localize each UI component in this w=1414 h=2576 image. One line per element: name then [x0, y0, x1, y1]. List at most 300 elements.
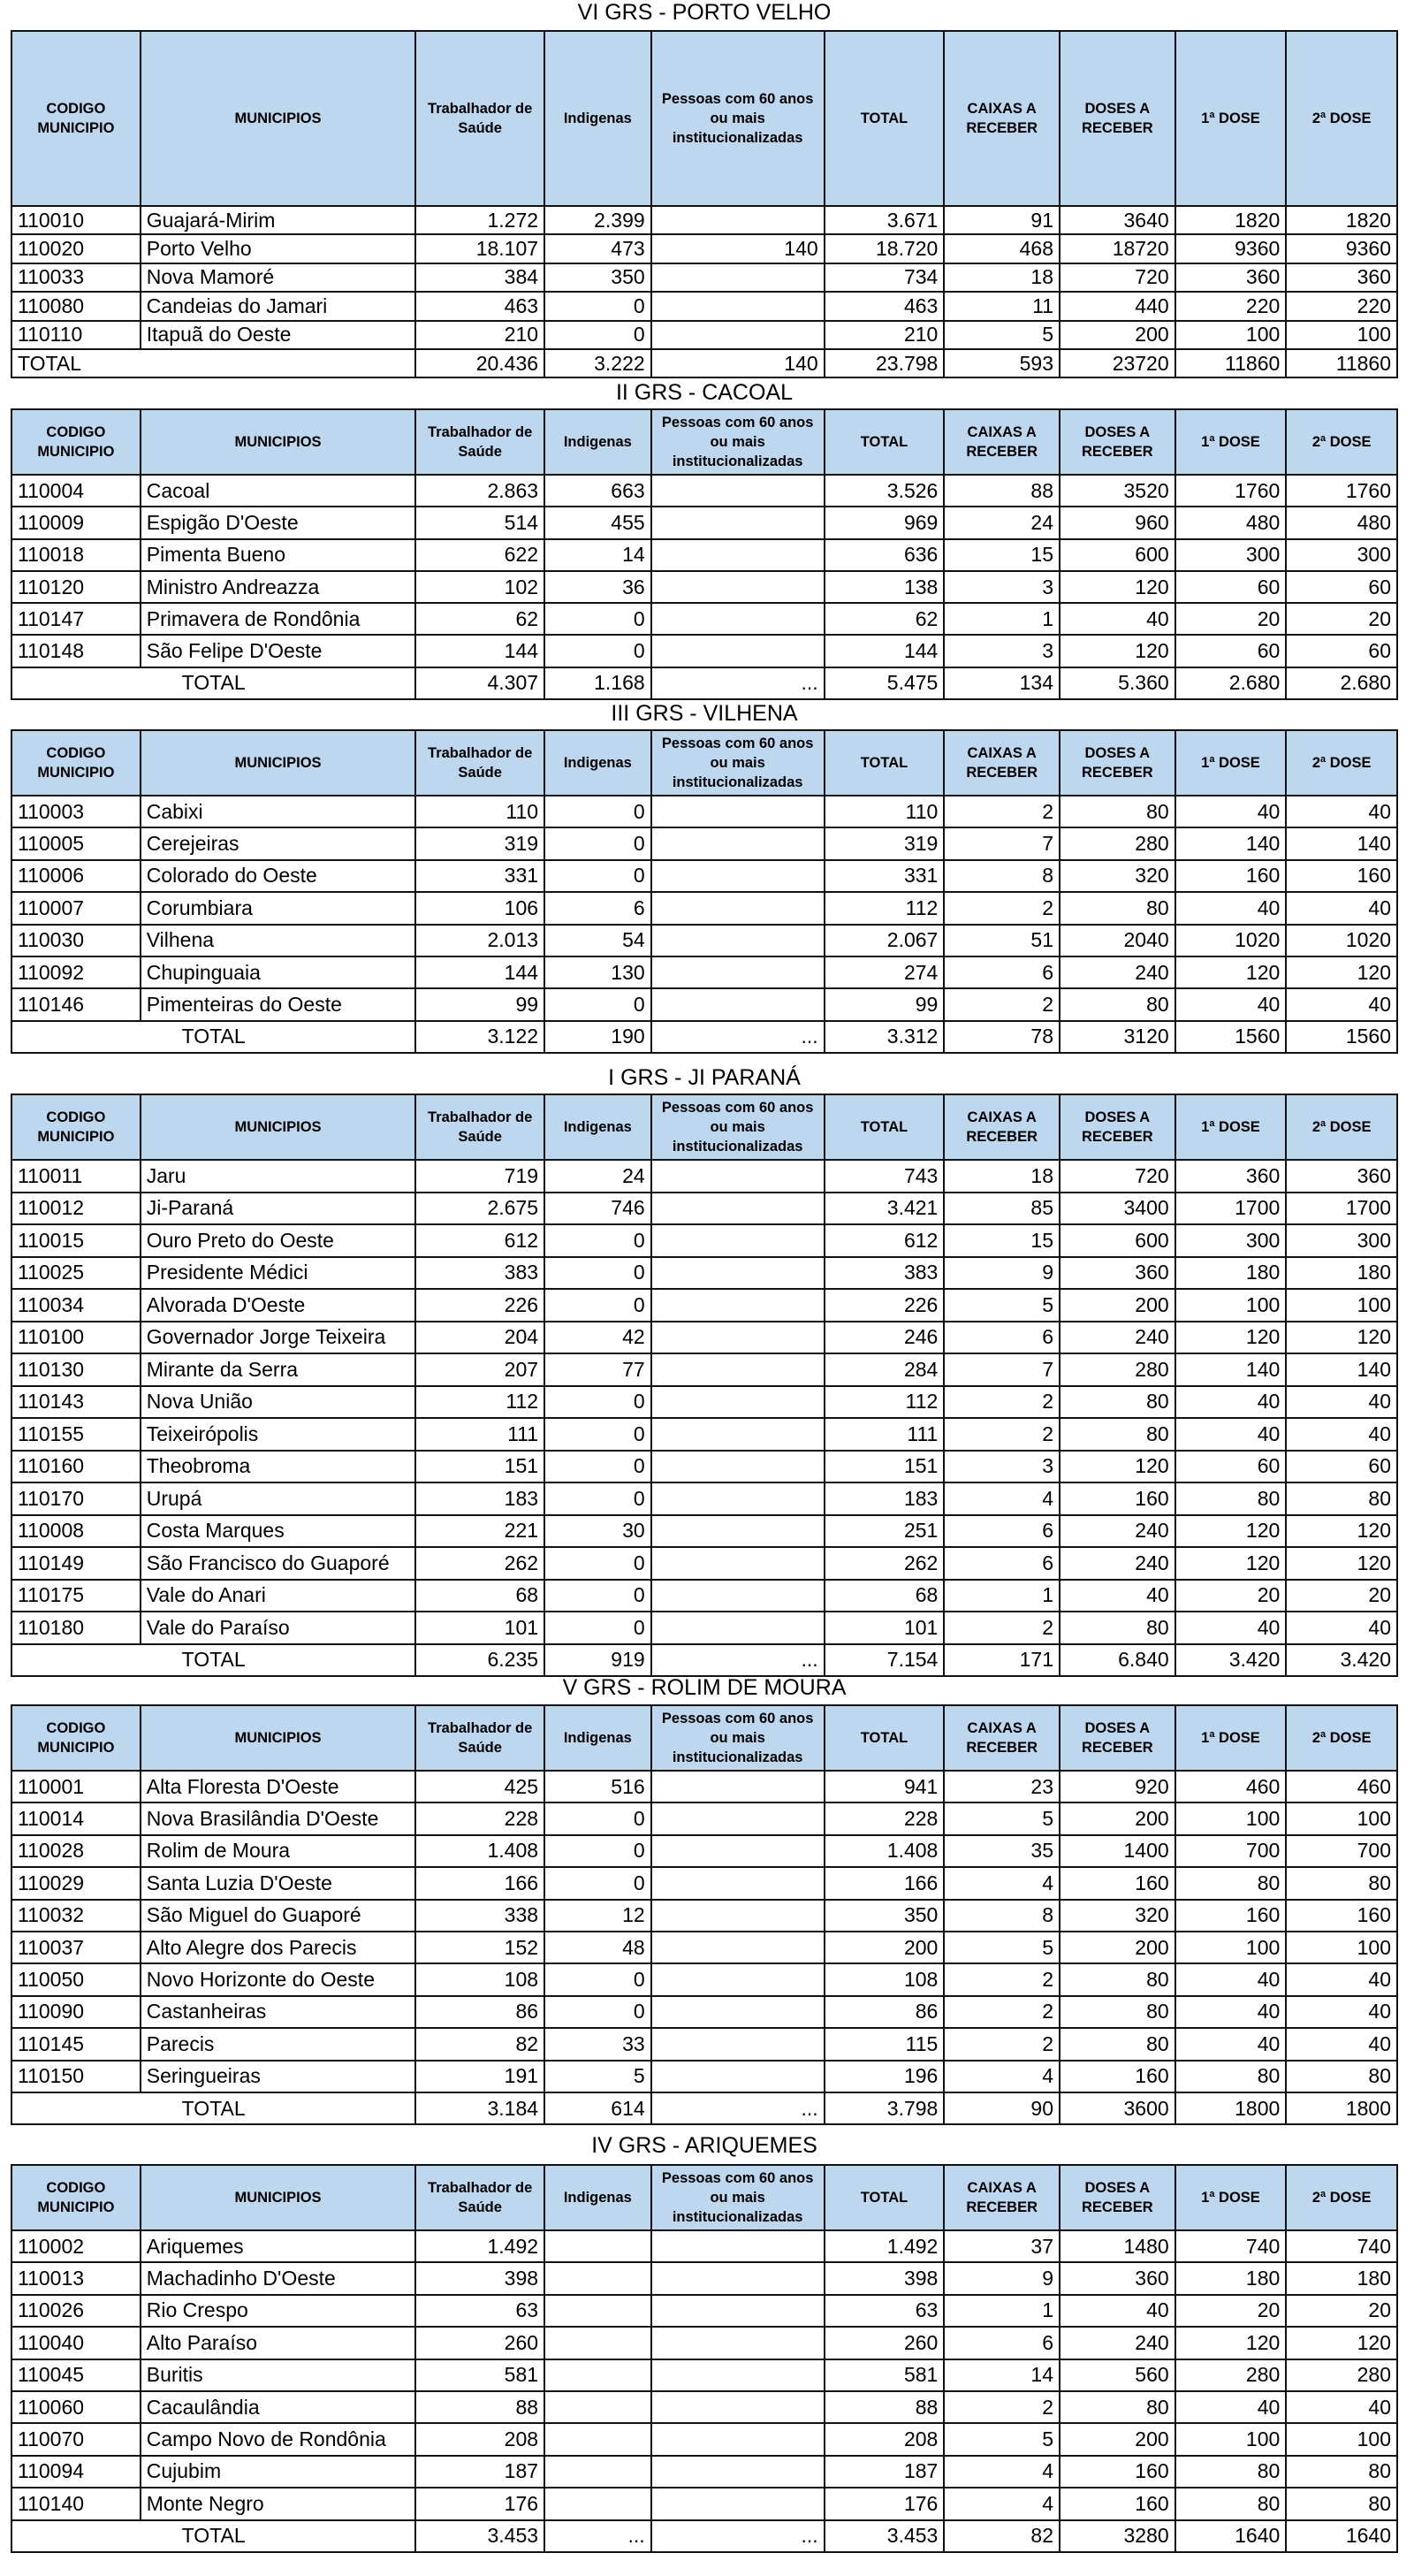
table-cell: 100 — [1286, 2423, 1397, 2455]
total-cell: 6.235 — [415, 1644, 544, 1677]
column-header: 2ª DOSE — [1286, 1705, 1397, 1771]
table-cell: Presidente Médici — [141, 1257, 416, 1290]
table-cell — [651, 1160, 825, 1193]
table-row — [11, 234, 1397, 263]
column-header: 2ª DOSE — [1286, 730, 1397, 796]
table-cell: 2040 — [1060, 925, 1175, 956]
table-cell: 30 — [544, 1515, 651, 1548]
table-cell: 60 — [1286, 1451, 1397, 1483]
table-cell: 0 — [544, 988, 651, 1020]
table-cell: 160 — [1286, 860, 1397, 892]
table-cell: Ouro Preto do Oeste — [141, 1224, 416, 1257]
total-cell: 3.312 — [825, 1021, 945, 1053]
table-cell: Ji-Paraná — [141, 1193, 416, 1225]
column-header: Indigenas — [544, 1094, 651, 1160]
table-cell: Cacaulândia — [141, 2391, 416, 2423]
table-row — [11, 1257, 1397, 1290]
table-cell: 622 — [415, 539, 544, 571]
table-cell — [651, 1451, 825, 1483]
column-header: Indigenas — [544, 409, 651, 475]
table-cell: Alvorada D'Oeste — [141, 1289, 416, 1322]
table-cell: 101 — [825, 1612, 945, 1644]
table-cell: 20 — [1175, 603, 1287, 635]
table-cell: 120 — [1175, 1322, 1287, 1354]
table-cell: 80 — [1060, 1612, 1175, 1644]
table-cell: 280 — [1060, 827, 1175, 859]
table-cell: 1020 — [1175, 925, 1287, 956]
table-cell: 110020 — [11, 234, 141, 263]
table-cell: 40 — [1175, 988, 1287, 1020]
table-cell: 220 — [1286, 292, 1397, 320]
table-cell: 110012 — [11, 1193, 141, 1225]
table-cell: 196 — [825, 2061, 945, 2092]
table-cell: 240 — [1060, 956, 1175, 988]
table-cell: 240 — [1060, 1322, 1175, 1354]
total-cell: 134 — [944, 667, 1060, 699]
total-cell: 4.307 — [415, 667, 544, 699]
total-cell: 1560 — [1286, 1021, 1397, 1053]
column-header: MUNICIPIOS — [141, 2165, 416, 2230]
column-header: DOSES A RECEBER — [1060, 1705, 1175, 1771]
table-cell: Seringueiras — [141, 2061, 416, 2092]
table-cell: 2 — [944, 2391, 1060, 2423]
total-cell: 7.154 — [825, 1644, 945, 1677]
table-cell: 0 — [544, 603, 651, 635]
table-cell: 110037 — [11, 1932, 141, 1963]
table-cell: São Miguel do Guaporé — [141, 1900, 416, 1932]
column-header: 1ª DOSE — [1175, 409, 1287, 475]
table-cell: 460 — [1286, 1771, 1397, 1802]
table-cell: 100 — [1175, 1802, 1287, 1834]
column-header: CODIGO MUNICIPIO — [11, 409, 141, 475]
column-header: Pessoas com 60 anos ou mais institucionalizadas — [651, 2165, 825, 2230]
table-cell: 0 — [544, 1257, 651, 1290]
table-cell: 99 — [825, 988, 945, 1020]
table-cell: 40 — [1175, 1963, 1287, 1995]
table-cell: 120 — [1060, 635, 1175, 667]
table-cell: 85 — [944, 1193, 1060, 1225]
table-cell — [651, 1835, 825, 1867]
table-cell: 300 — [1175, 539, 1287, 571]
table-cell: 100 — [1175, 2423, 1287, 2455]
column-header: TOTAL — [825, 409, 945, 475]
table-cell: 63 — [825, 2295, 945, 2327]
table-cell: 80 — [1286, 1482, 1397, 1515]
table-cell: 80 — [1060, 892, 1175, 924]
table-cell: 20 — [1175, 1580, 1287, 1612]
table-cell: 600 — [1060, 539, 1175, 571]
table-row — [11, 206, 1397, 234]
column-header: 1ª DOSE — [1175, 730, 1287, 796]
table-row — [11, 1802, 1397, 1834]
table-cell: 130 — [544, 956, 651, 988]
column-header: DOSES A RECEBER — [1060, 409, 1175, 475]
table-cell: 360 — [1286, 263, 1397, 292]
table-cell: 274 — [825, 956, 945, 988]
table-cell: 51 — [944, 925, 1060, 956]
total-cell: 171 — [944, 1644, 1060, 1677]
section-title: II GRS - CACOAL — [615, 380, 794, 405]
table-cell: 110001 — [11, 1771, 141, 1802]
table-cell — [651, 1386, 825, 1419]
table-row — [11, 2262, 1397, 2294]
table-cell — [651, 1515, 825, 1548]
table-cell: Novo Horizonte do Oeste — [141, 1963, 416, 1995]
table-cell: 6 — [944, 1322, 1060, 1354]
table-cell: 152 — [415, 1932, 544, 1963]
table-row — [11, 539, 1397, 571]
column-header: TOTAL — [825, 31, 945, 206]
table-cell: 204 — [415, 1322, 544, 1354]
table-cell: 110029 — [11, 1867, 141, 1899]
table-cell: 9360 — [1175, 234, 1287, 263]
table-cell: 120 — [1286, 1515, 1397, 1548]
table-cell: 111 — [415, 1418, 544, 1451]
table-cell: 110013 — [11, 2262, 141, 2294]
table-cell: Parecis — [141, 2028, 416, 2060]
table-cell: 110092 — [11, 956, 141, 988]
table-cell — [651, 892, 825, 924]
total-cell: 1640 — [1286, 2520, 1397, 2552]
table-cell: 0 — [544, 1386, 651, 1419]
table-cell: 0 — [544, 827, 651, 859]
table-cell — [651, 2295, 825, 2327]
table-row — [11, 603, 1397, 635]
header-row — [11, 1705, 1397, 1771]
table-cell: 187 — [825, 2456, 945, 2488]
column-header: CODIGO MUNICIPIO — [11, 1705, 141, 1771]
table-cell: 160 — [1060, 2488, 1175, 2519]
table-cell: Espigão D'Oeste — [141, 507, 416, 538]
table-cell: 40 — [1286, 2028, 1397, 2060]
table-cell: 1 — [944, 2295, 1060, 2327]
table-cell: 0 — [544, 1418, 651, 1451]
table-row — [11, 2488, 1397, 2519]
table-cell: São Felipe D'Oeste — [141, 635, 416, 667]
table-cell: 240 — [1060, 1547, 1175, 1580]
table-row — [11, 1963, 1397, 1995]
table-cell: 120 — [1175, 1515, 1287, 1548]
table-row — [11, 475, 1397, 507]
table-cell — [651, 539, 825, 571]
table-cell: 166 — [415, 1867, 544, 1899]
column-header: Pessoas com 60 anos ou mais institucionalizadas — [651, 31, 825, 206]
table-cell: 144 — [825, 635, 945, 667]
table-cell: Cacoal — [141, 475, 416, 507]
table-cell: 440 — [1060, 292, 1175, 320]
table-cell: 14 — [944, 2359, 1060, 2391]
table-cell: 110010 — [11, 206, 141, 234]
table-cell: Nova União — [141, 1386, 416, 1419]
table-cell: 1020 — [1286, 925, 1397, 956]
column-header: CODIGO MUNICIPIO — [11, 31, 141, 206]
table-cell: 320 — [1060, 1900, 1175, 1932]
column-header: Indigenas — [544, 1705, 651, 1771]
table-cell — [651, 827, 825, 859]
total-cell: ... — [651, 2520, 825, 2552]
table-cell: 37 — [944, 2230, 1060, 2262]
table-cell — [651, 1289, 825, 1322]
table-row — [11, 1193, 1397, 1225]
table-cell: 612 — [825, 1224, 945, 1257]
total-cell: 3120 — [1060, 1021, 1175, 1053]
table-cell: 110033 — [11, 263, 141, 292]
table-cell: 183 — [825, 1482, 945, 1515]
table-cell: 110032 — [11, 1900, 141, 1932]
table-cell: Theobroma — [141, 1451, 416, 1483]
table-cell: 5 — [944, 1289, 1060, 1322]
table-cell: 734 — [825, 263, 945, 292]
table-cell — [651, 1612, 825, 1644]
table-cell — [544, 2327, 651, 2359]
table-cell: 86 — [415, 1996, 544, 2028]
table-row — [11, 1160, 1397, 1193]
table-cell: 112 — [825, 892, 945, 924]
total-label: TOTAL — [11, 2092, 415, 2124]
section-title: VI GRS - PORTO VELHO — [577, 0, 832, 25]
table-cell: 68 — [415, 1580, 544, 1612]
section-title: V GRS - ROLIM DE MOURA — [562, 1675, 847, 1700]
table-row — [11, 796, 1397, 827]
table-cell: 1.408 — [415, 1835, 544, 1867]
table-cell: 88 — [825, 2391, 945, 2423]
table-cell — [651, 2391, 825, 2423]
table-cell: 1 — [944, 603, 1060, 635]
table-cell: 0 — [544, 1802, 651, 1834]
table-cell: 110100 — [11, 1322, 141, 1354]
table-cell: 110005 — [11, 827, 141, 859]
column-header: TOTAL — [825, 1705, 945, 1771]
table-cell: 40 — [1175, 1386, 1287, 1419]
table-cell: 160 — [1060, 2061, 1175, 2092]
table-cell: 0 — [544, 1580, 651, 1612]
total-cell: 1.168 — [544, 667, 651, 699]
column-header: CODIGO MUNICIPIO — [11, 730, 141, 796]
table-cell — [651, 796, 825, 827]
column-header: Trabalhador de Saúde — [415, 1094, 544, 1160]
table-cell: 480 — [1175, 507, 1287, 538]
table-cell: 663 — [544, 475, 651, 507]
header-row — [11, 730, 1397, 796]
table-cell: 398 — [415, 2262, 544, 2294]
table-cell: 7 — [944, 1353, 1060, 1386]
table-cell — [651, 2423, 825, 2455]
table-cell: 151 — [825, 1451, 945, 1483]
table-cell: 23 — [944, 1771, 1060, 1802]
table-cell: 151 — [415, 1451, 544, 1483]
table-cell: 60 — [1175, 1451, 1287, 1483]
column-header: 1ª DOSE — [1175, 1094, 1287, 1160]
table-cell: 110 — [825, 796, 945, 827]
table-cell: 120 — [1175, 2327, 1287, 2359]
table-cell: 3 — [944, 571, 1060, 603]
table-cell: 110018 — [11, 539, 141, 571]
table-cell: 1700 — [1286, 1193, 1397, 1225]
column-header: TOTAL — [825, 1094, 945, 1160]
table-cell: 200 — [1060, 1932, 1175, 1963]
table-row — [11, 2423, 1397, 2455]
table-row — [11, 2359, 1397, 2391]
table-cell: Jaru — [141, 1160, 416, 1193]
table-cell: 720 — [1060, 263, 1175, 292]
table-cell — [651, 507, 825, 538]
table-cell: 40 — [1175, 2028, 1287, 2060]
table-cell: 1.272 — [415, 206, 544, 234]
table-cell: Castanheiras — [141, 1996, 416, 2028]
table-cell: 284 — [825, 1353, 945, 1386]
column-header: CAIXAS A RECEBER — [944, 31, 1060, 206]
table-cell: 0 — [544, 1835, 651, 1867]
column-header: CAIXAS A RECEBER — [944, 409, 1060, 475]
table-row — [11, 860, 1397, 892]
total-cell: ... — [651, 1021, 825, 1053]
table-cell: 80 — [1286, 1867, 1397, 1899]
table-cell — [651, 1353, 825, 1386]
table-cell: 560 — [1060, 2359, 1175, 2391]
total-label: TOTAL — [11, 2520, 415, 2552]
table-cell: 110155 — [11, 1418, 141, 1451]
table-cell: 2 — [944, 796, 1060, 827]
table-cell — [651, 1482, 825, 1515]
column-header: MUNICIPIOS — [141, 730, 416, 796]
table-cell: 2.067 — [825, 925, 945, 956]
total-row — [11, 2520, 1397, 2552]
table-cell: 3.671 — [825, 206, 945, 234]
total-cell: 140 — [651, 349, 825, 377]
table-cell: 636 — [825, 539, 945, 571]
table-cell: 3 — [944, 635, 1060, 667]
table-cell: 120 — [1286, 2327, 1397, 2359]
table-cell: 2 — [944, 1996, 1060, 2028]
municipality-table — [11, 1704, 1398, 2125]
table-cell: 1.492 — [825, 2230, 945, 2262]
total-row — [11, 667, 1397, 699]
table-cell: 210 — [825, 321, 945, 349]
table-cell: 425 — [415, 1771, 544, 1802]
table-cell — [651, 925, 825, 956]
table-cell: 80 — [1175, 2488, 1287, 2519]
total-cell: ... — [651, 667, 825, 699]
table-row — [11, 2061, 1397, 2092]
table-cell: 102 — [415, 571, 544, 603]
table-cell: Campo Novo de Rondônia — [141, 2423, 416, 2455]
table-cell: 120 — [1175, 1547, 1287, 1580]
table-cell: 110080 — [11, 292, 141, 320]
table-cell: Mirante da Serra — [141, 1353, 416, 1386]
table-cell: 80 — [1175, 2061, 1287, 2092]
table-cell — [651, 292, 825, 320]
table-cell — [651, 2061, 825, 2092]
table-row — [11, 1900, 1397, 1932]
table-cell: 108 — [415, 1963, 544, 1995]
table-cell: 18.107 — [415, 234, 544, 263]
table-cell: 120 — [1060, 571, 1175, 603]
table-cell: 6 — [944, 2327, 1060, 2359]
table-cell: 1.492 — [415, 2230, 544, 2262]
table-cell: 160 — [1286, 1900, 1397, 1932]
table-cell: 91 — [944, 206, 1060, 234]
table-cell — [651, 1802, 825, 1834]
table-cell — [651, 1963, 825, 1995]
table-cell: 743 — [825, 1160, 945, 1193]
table-cell: 100 — [1175, 321, 1287, 349]
table-cell: 187 — [415, 2456, 544, 2488]
table-cell: 463 — [825, 292, 945, 320]
table-cell: 140 — [1286, 1353, 1397, 1386]
table-cell: 160 — [1060, 1482, 1175, 1515]
total-cell: 3.222 — [544, 349, 651, 377]
table-cell: São Francisco do Guaporé — [141, 1547, 416, 1580]
table-cell: 319 — [825, 827, 945, 859]
total-cell: 5.360 — [1060, 667, 1175, 699]
table-cell: 160 — [1175, 1900, 1287, 1932]
table-cell: 12 — [544, 1900, 651, 1932]
table-cell: 35 — [944, 1835, 1060, 1867]
table-row — [11, 1867, 1397, 1899]
total-cell: 11860 — [1175, 349, 1287, 377]
total-label: TOTAL — [11, 1021, 415, 1053]
table-row — [11, 2456, 1397, 2488]
column-header: 1ª DOSE — [1175, 1705, 1287, 1771]
total-cell: 3600 — [1060, 2092, 1175, 2124]
table-cell: 360 — [1175, 1160, 1287, 1193]
table-cell — [544, 2456, 651, 2488]
table-cell: 8 — [944, 860, 1060, 892]
table-cell: 120 — [1175, 956, 1287, 988]
table-row — [11, 827, 1397, 859]
column-header: CAIXAS A RECEBER — [944, 2165, 1060, 2230]
table-cell: 18720 — [1060, 234, 1175, 263]
table-cell — [651, 2327, 825, 2359]
table-cell: 33 — [544, 2028, 651, 2060]
table-cell: 60 — [1286, 635, 1397, 667]
table-cell: 112 — [825, 1386, 945, 1419]
table-cell: 101 — [415, 1612, 544, 1644]
total-cell: 23.798 — [825, 349, 945, 377]
table-cell: 240 — [1060, 1515, 1175, 1548]
total-cell: 20.436 — [415, 349, 544, 377]
table-cell: 20 — [1286, 2295, 1397, 2327]
table-cell: 740 — [1175, 2230, 1287, 2262]
table-cell: 180 — [1286, 2262, 1397, 2294]
table-cell: 0 — [544, 1963, 651, 1995]
column-header: CAIXAS A RECEBER — [944, 1705, 1060, 1771]
table-cell: 4 — [944, 1867, 1060, 1899]
table-cell: Guajará-Mirim — [141, 206, 416, 234]
table-cell: 460 — [1175, 1771, 1287, 1802]
table-cell: 260 — [415, 2327, 544, 2359]
table-cell: Colorado do Oeste — [141, 860, 416, 892]
table-cell: 138 — [825, 571, 945, 603]
table-cell: 40 — [1286, 1996, 1397, 2028]
table-cell: 1820 — [1175, 206, 1287, 234]
table-cell — [544, 2488, 651, 2519]
table-cell: 4 — [944, 2456, 1060, 2488]
table-cell: 160 — [1060, 2456, 1175, 2488]
table-cell — [651, 1932, 825, 1963]
total-cell: 3.453 — [415, 2520, 544, 2552]
table-cell: 99 — [415, 988, 544, 1020]
table-cell: 280 — [1060, 1353, 1175, 1386]
table-cell: Nova Mamoré — [141, 263, 416, 292]
table-cell: 110007 — [11, 892, 141, 924]
table-cell: 60 — [1286, 571, 1397, 603]
table-row — [11, 2391, 1397, 2423]
column-header: TOTAL — [825, 2165, 945, 2230]
table-cell: 40 — [1286, 1386, 1397, 1419]
header-row — [11, 2165, 1397, 2230]
column-header: Pessoas com 60 anos ou mais institucionalizadas — [651, 409, 825, 475]
